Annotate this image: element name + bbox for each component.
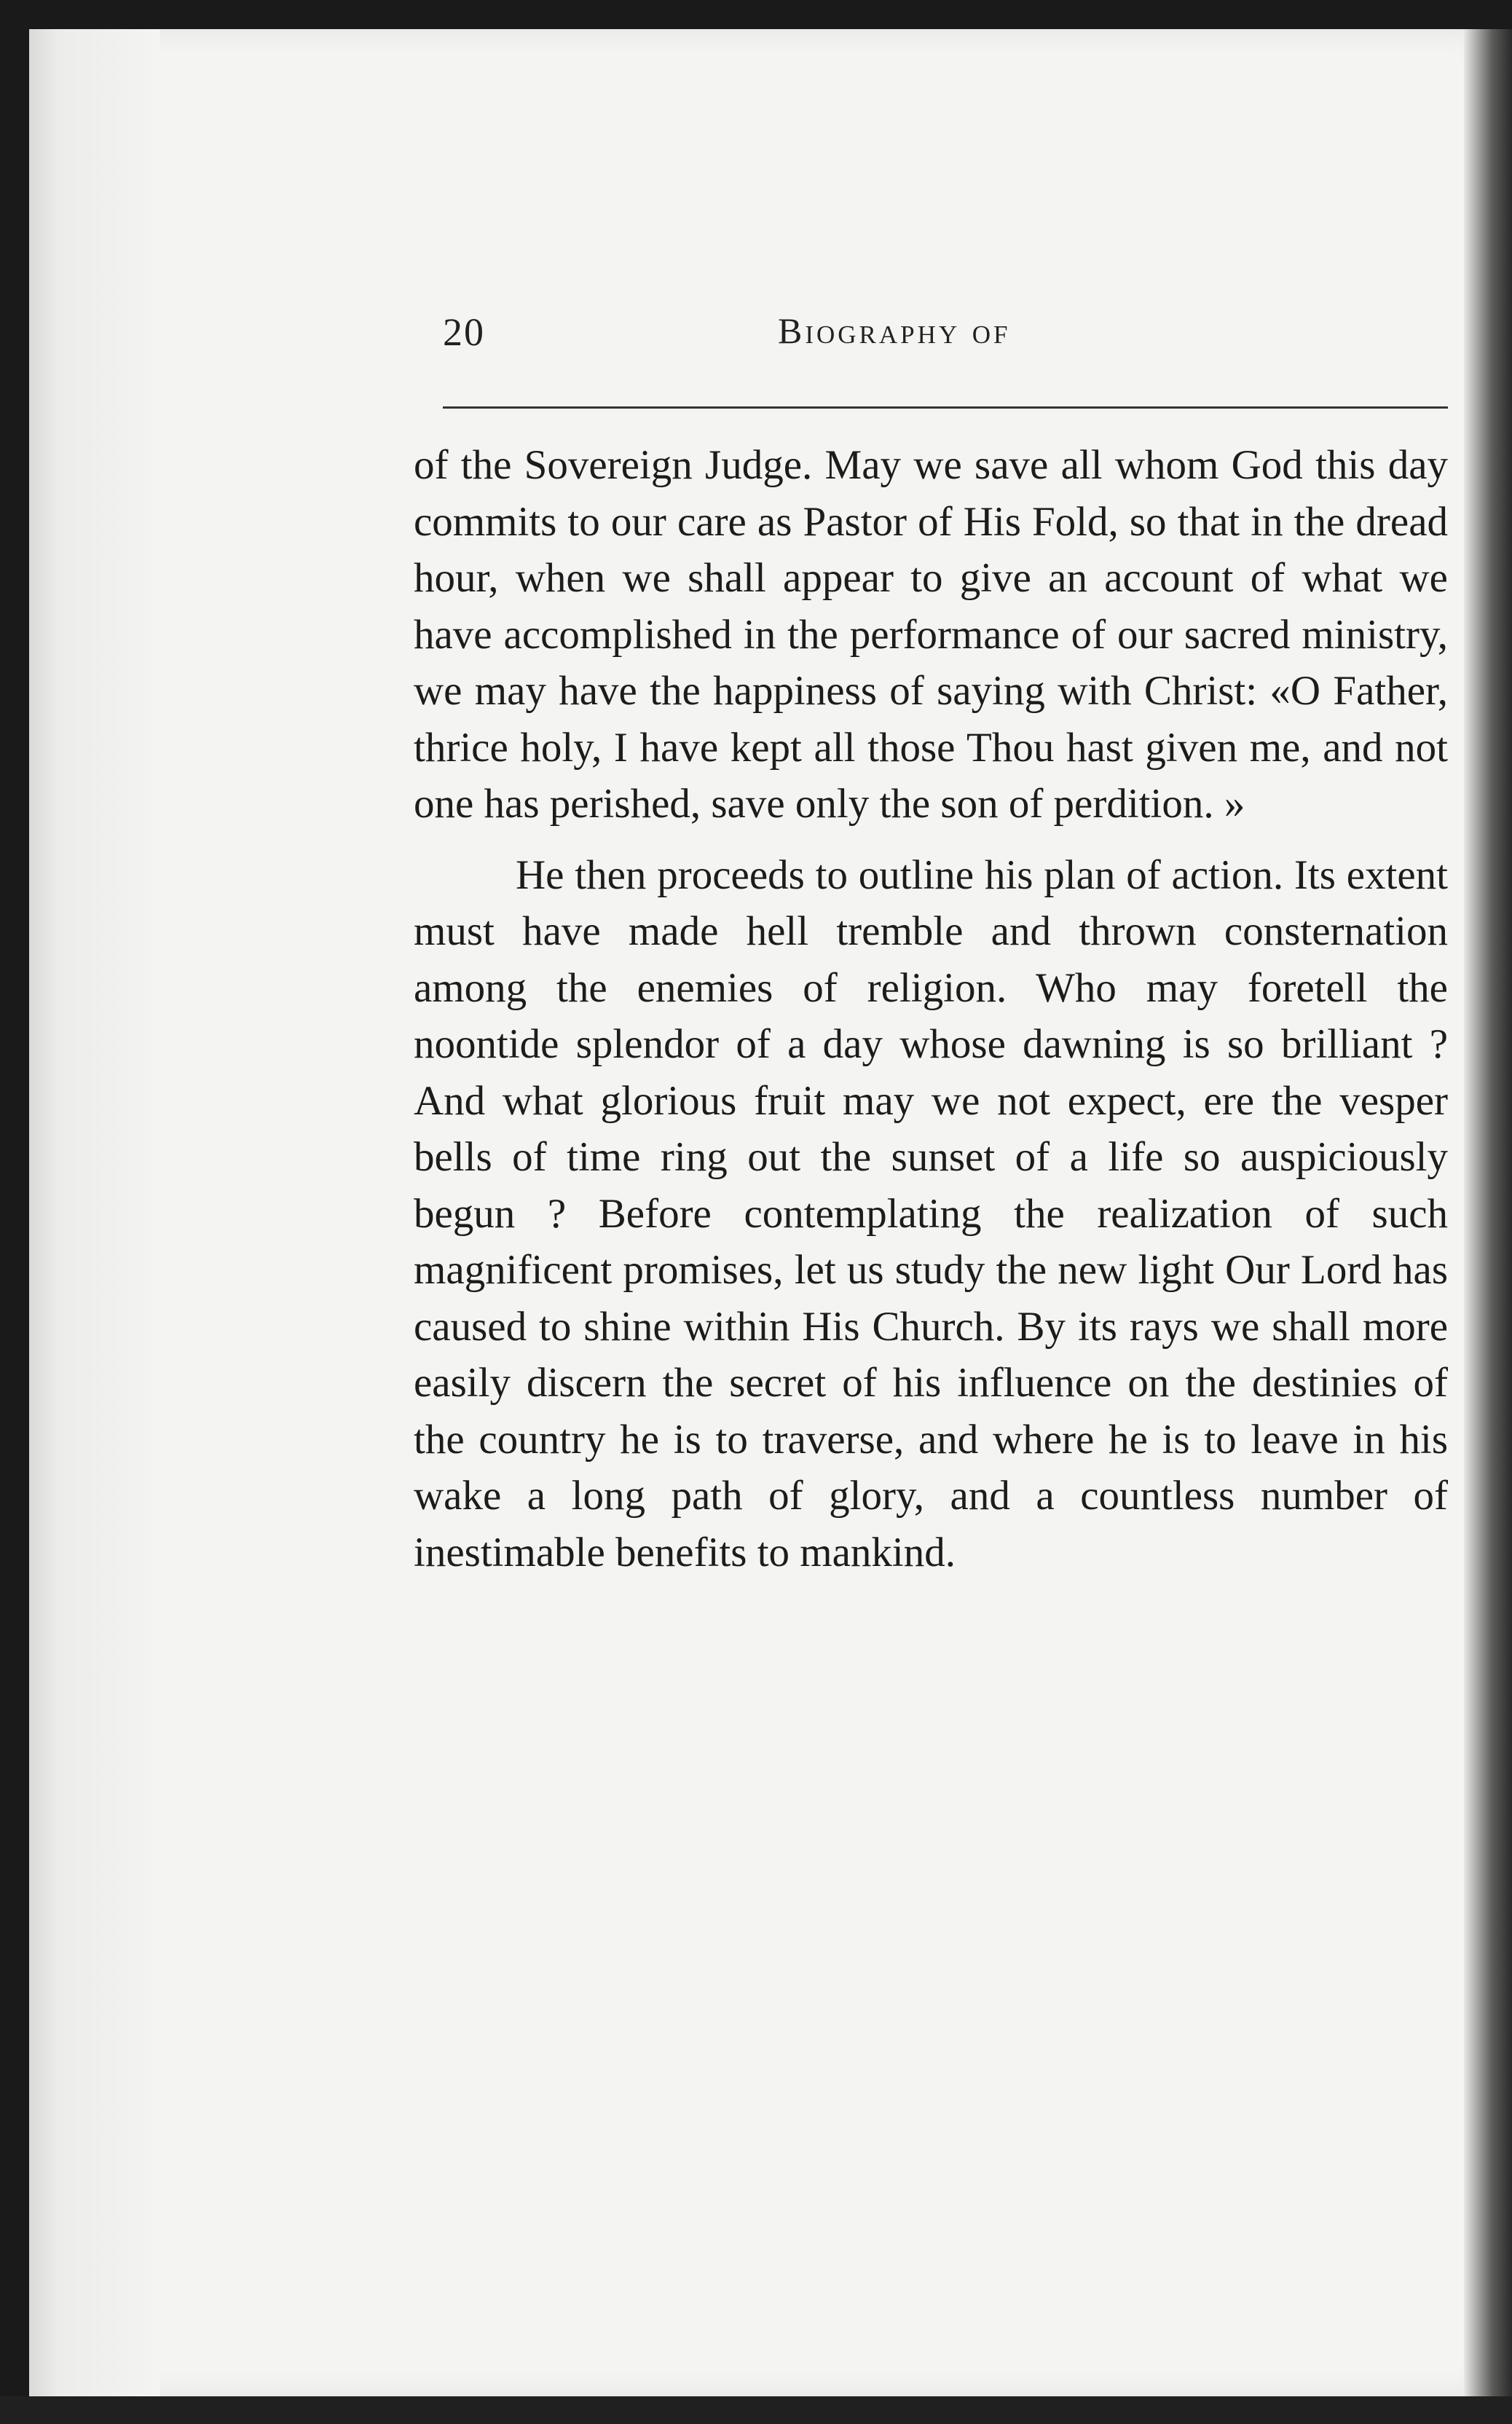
header-rule: [443, 406, 1448, 409]
page-header: [443, 310, 1448, 368]
binding-shadow: [29, 29, 160, 2396]
paragraph: of the Sovereign Judge. May we save all whom God this day commits to our care as Pastor of His Fold, so that in the dread hour, when we shall appear to give an account of what we have accomplished in the performance of our sacred ministry, we may have the happiness of saying with Christ: «O Father, thrice holy, I have kept all those Thou hast given me, and not one has perished, save only the son of perdition. »: [414, 442, 1448, 827]
page-number: 20: [443, 310, 485, 354]
body-text: [414, 437, 1448, 1581]
scan-border: [0, 2396, 1512, 2424]
page-edge-shadow: [1464, 29, 1512, 2424]
running-head: Biography of: [778, 310, 1011, 351]
paragraph: He then proceeds to outline his plan of action. Its extent must have made hell tremble and thrown consternation among the enemies of religion. Who may foretell the noontide splendor of a day whose dawning is so brilliant ? And what glorious fruit may we not expect, ere the vesper bells of time ring out the sunset of a life so auspiciously begun ? Before contemplating the realization of such magnificent promises, let us study the new light Our Lord has caused to shine within His Church. By its rays we shall more easily discern the secret of his influence on the destinies of the country he is to traverse, and where he is to leave in his wake a long path of glory, and a countless number of inestimable benefits to mankind.: [414, 851, 1448, 1575]
